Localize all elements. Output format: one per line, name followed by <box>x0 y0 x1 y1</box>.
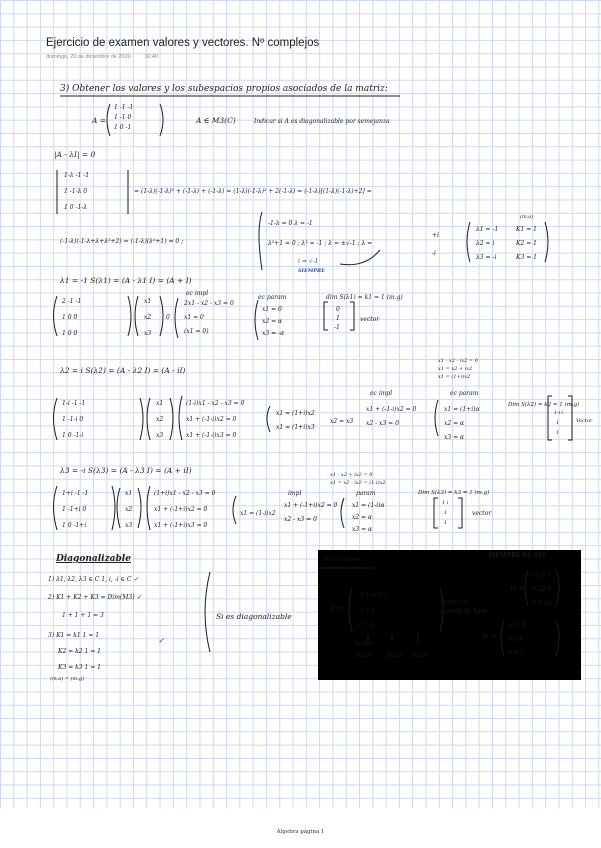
l3-basis: 1-i <box>442 500 449 506</box>
det-row: 1 0 -1-λ <box>64 204 88 211</box>
l1-basis: -1 <box>334 324 340 331</box>
note-sqrt: i = √-1 <box>298 258 319 265</box>
l2-basis: 1+i <box>554 410 563 416</box>
l3-ec-impl-label: impl <box>288 490 302 497</box>
diag-check: ✓ <box>158 636 165 645</box>
d2-row: -1 0 0 <box>508 622 526 629</box>
page-date: domingo, 20 de diciembre de 2020 <box>46 54 131 60</box>
d2-row: 0 0 -i <box>508 650 524 657</box>
l3-row: 1+i -1 -1 <box>62 490 89 497</box>
l2-ec-impl-label: ec impl <box>370 390 393 397</box>
l3-eq: x1 + (-1+i)x3 = 0 <box>154 522 208 529</box>
l2-ec-param-label: ec param <box>450 390 479 397</box>
l3-x2: x2 <box>125 506 133 513</box>
diag-cond: 2) K1 + K2 + K3 = Dim(M3) ✓ <box>48 594 142 601</box>
l2-ec-param: x3 = α <box>444 434 465 441</box>
case-1: -1-λ = 0 λ = -1 <box>268 220 313 227</box>
mult-2: K2 = 1 <box>516 240 537 247</box>
matrix-row: 1 -1 0 <box>114 114 132 121</box>
diag-title: Diagonalizable <box>56 554 131 564</box>
d-row: λ1 0 0 <box>532 572 552 579</box>
l2-x1: x1 <box>156 400 164 407</box>
p-note: matriz de cambio de base <box>440 599 488 615</box>
l2-ec-param: x1 = (1+i)α <box>444 406 480 413</box>
l2-x3: x3 <box>156 432 164 439</box>
mult-1: K1 = 1 <box>516 226 537 233</box>
d-row: 0 λ2 0 <box>532 586 552 593</box>
l3-ec-param-label: param <box>356 490 376 497</box>
lambda2-heading: λ2 = i S(λ2) = (A - λ2 I) = (A - iI) <box>60 366 186 375</box>
l2-basis: 1 <box>556 420 560 426</box>
l1-ec-param: x1 = 0 <box>262 306 282 313</box>
l3-eq: (1+i)x1 - x2 - x3 = 0 <box>154 490 216 497</box>
d-row: 0 0 λ3 <box>532 600 552 607</box>
l2-dim: Dim S(λ2) = k2 = 1 (m.g) <box>508 402 580 408</box>
l3-basis-label: vector <box>472 510 492 517</box>
page-title: Ejercicio de examen valores y vectores. Nº complejos <box>46 37 320 49</box>
l2-x2x3: x2 = x3 <box>330 418 354 425</box>
diag-cond: 1 + 1 + 1 = 3 <box>62 612 104 619</box>
l2-reduced: x1 = (1+i)x3 <box>276 424 315 431</box>
l2-eq: x1 + (-1-i)x2 = 0 <box>186 416 237 423</box>
page-footer: Álgebra página 1 <box>276 829 325 835</box>
page-time: 16:40 <box>144 54 158 60</box>
diag-cond3: K2 = k2 1 = 1 <box>58 648 101 655</box>
l3-side: x1 = x2 - ix2 = (1-i)x2 <box>330 480 386 486</box>
d2-row: 0 i 0 <box>508 636 522 643</box>
l2-basis: 1 <box>556 430 560 436</box>
p-vector-label: vector <box>354 640 374 647</box>
note-siempre: SIEMPRE <box>298 268 326 274</box>
l3-reduced: x1 = (1-i)x2 <box>240 510 276 517</box>
l3-dim: Dim S(λ3) = k3 = 1 (m.g) <box>418 490 490 496</box>
l2-row: 1 0 -1-i <box>62 432 84 439</box>
exercise-heading: 3) Obtener los valores y los subespacios propios asociados de la matriz: <box>60 84 388 94</box>
eig-1: λ1 = -1 <box>476 226 499 233</box>
diag-cond3: 3) K1 = k1 1 = 1 <box>48 632 100 639</box>
p-s-label: S(λ3) <box>412 652 429 659</box>
l3-ec-param: x3 = α <box>352 526 373 533</box>
l1-x3: x3 <box>144 330 152 337</box>
box1-title: No lo piden <box>324 556 360 563</box>
l3-basis: 1 <box>444 510 448 516</box>
mult-label: (m.a) <box>520 214 534 220</box>
l3-basis: 1 <box>444 520 448 526</box>
l3-side: x1 - x2 + ix2 = 0 <box>330 472 373 478</box>
eig-2: λ2 = i <box>476 240 495 247</box>
instruction-text: Indicar si A es diagonalizable por semejanza <box>254 118 390 125</box>
matrix-a-label: A = <box>92 116 107 125</box>
l3-row: 1 -1+i 0 <box>62 506 87 513</box>
p-row: 0 1+i 1-i <box>360 592 387 599</box>
matrix-a <box>114 104 133 131</box>
diag-cond: 1) λ1, λ2, λ3 ∈ C 1, i, -i ∈ C ✓ <box>48 576 139 583</box>
l1-x2: x2 <box>144 314 152 321</box>
l2-ec-param: x2 = α <box>444 420 465 427</box>
l1-ec-param-label: ec param <box>258 294 287 301</box>
l3-x1: x1 <box>125 490 133 497</box>
diag-cond3: K3 = k3 1 = 1 <box>58 664 101 671</box>
l1-basis: 0 <box>336 306 340 313</box>
l1-zero: 0 <box>166 314 170 321</box>
l2-side: x1 - x2 - ix2 = 0 <box>438 358 478 364</box>
p-label: P = <box>330 604 344 613</box>
det-row: 1-λ -1 -1 <box>64 172 90 179</box>
det-expansion: = (1-λ)(-1-λ)² + (-1-λ) + (-1-λ) = (1-λ)(-1-λ)² + 2(-1-λ) = (-1-λ)[(1-λ)(-1-λ)+2] = <box>134 188 372 195</box>
det-factored: (-1-λ)(-1-λ+λ+λ²+2) = (-1-λ)(λ²+1) = 0 ; <box>60 238 184 245</box>
diag-cond3: (m.a) = (m.g) <box>50 676 85 682</box>
l1-dim: dim S(λ1) = k1 = 1 (m.g) <box>326 294 403 301</box>
det-equation: |A - λI| = 0 <box>54 150 96 159</box>
l3-eq: x1 + (-1+i)x2 = 0 <box>154 506 208 513</box>
l3-ec-param: x2 = α <box>352 514 373 521</box>
d2-label: D = <box>482 632 497 641</box>
d-label: D = <box>510 584 525 593</box>
l2-reduced: x1 = (1+i)x2 <box>276 410 315 417</box>
lambda3-heading: λ3 = -i S(λ3) = (A - λ3 I) = (A + iI) <box>60 466 192 475</box>
box2-title: SIEMPRE ES ASÍ <box>488 552 546 559</box>
l3-ec-param: x1 = (1-i)α <box>352 502 385 509</box>
l3-ec-impl: x1 + (-1+i)x2 = 0 <box>284 502 338 509</box>
l1-row: 1 0 0 <box>62 330 78 337</box>
l1-row: 2 -1 -1 <box>62 298 82 305</box>
l2-row: 1 -1-i 0 <box>62 416 84 423</box>
root-plus: +i <box>432 232 439 239</box>
l1-ec-impl: 2x1 - x2 - x3 = 0 <box>184 300 234 307</box>
l2-eq: (1-i)x1 - x2 - x3 = 0 <box>186 400 245 407</box>
det-row: 1 -1-λ 0 <box>64 188 88 195</box>
l1-ec-impl: (x1 = 0) <box>184 328 209 335</box>
p-s-label: S(λ2) <box>386 652 403 659</box>
l2-ec-impl: x1 + (-1-i)x2 = 0 <box>366 406 417 413</box>
l2-basis-label: Vector <box>576 418 593 424</box>
l2-row: 1-i -1 -1 <box>62 400 86 407</box>
p-row: -1 1 1 <box>356 622 374 629</box>
eig-3: λ3 = -i <box>476 254 497 261</box>
l1-row: 1 0 0 <box>62 314 78 321</box>
diag-conclusion: Si es diagonalizable <box>216 612 292 621</box>
l1-ec-impl-label: ec impl <box>186 290 209 297</box>
l1-ec-impl: x1 = 0 <box>184 314 204 321</box>
l2-x2: x2 <box>156 416 164 423</box>
l3-x3: x3 <box>125 522 133 529</box>
l2-side: x1 = (1+i)x2 <box>438 374 471 380</box>
mult-3: K3 = 1 <box>516 254 537 261</box>
l1-ec-param: x2 = α <box>262 318 283 325</box>
l1-x1: x1 <box>144 298 152 305</box>
p-row: 1 1 1 <box>360 608 376 615</box>
l1-basis: 1 <box>336 315 340 322</box>
l2-eq: x1 + (-1-i)x3 = 0 <box>186 432 237 439</box>
case-2: λ²+1 = 0 ; λ² = -1 ; λ = ±√-1 ; λ = <box>268 240 373 247</box>
l1-ec-param: x3 = -α <box>262 330 285 337</box>
l3-ec-impl: x2 - x3 = 0 <box>284 516 317 523</box>
p-s-label: S(λ1) <box>356 652 373 659</box>
root-minus: -i <box>432 250 436 257</box>
lambda1-heading: λ1 = -1 S(λ1) = (A - λ1 I) = (A + I) <box>60 276 192 285</box>
matrix-row: 1 0 -1 <box>114 124 132 131</box>
l2-side: x1 = x2 + ix2 <box>438 366 473 372</box>
l3-row: 1 0 -1+i <box>62 522 87 529</box>
matrix-row: 1 -1 -1 <box>114 104 134 111</box>
l1-basis-label: vector <box>360 316 380 323</box>
matrix-membership: A ∈ M3(C) <box>196 116 236 125</box>
l2-ec-impl2: x2 - x3 = 0 <box>366 420 399 427</box>
